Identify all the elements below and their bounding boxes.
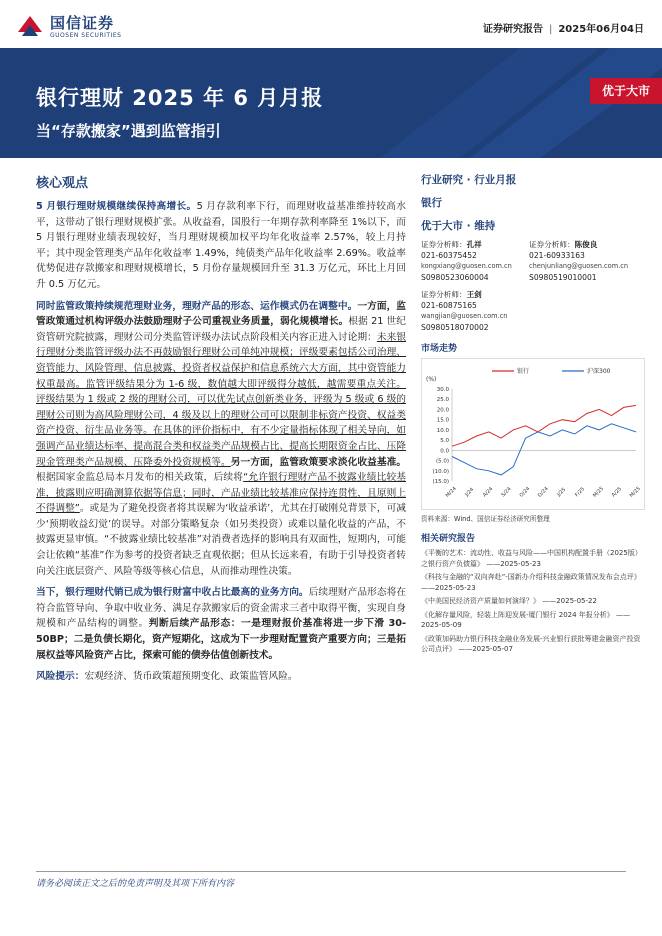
y-tick-label: 15.0 bbox=[436, 417, 449, 424]
analyst-email[interactable]: chenjunliang@guosen.com.cn bbox=[529, 262, 629, 270]
paragraph-body: 。或是为了避免投资者将其误解为‘收益承诺’，尤其在打破刚兑背景下，可减少‘预期收益幻觉’的误导。对部分策略复杂（如另类投资）或难以量化收益的产品，不披露更显审慎。“不披露业绩比较基准”对消费者选择的影响具有双面性，短期内，可能会让依赖“基准”作为参考的投资者缺乏直观依据；但从长远来看，有助于引导投资者转向关注底层资产、风险等级等核心信息，从而推动理性决策。 bbox=[36, 503, 406, 577]
bold-judgement: 判断后续产品形态：一是理财报价基准将进一步下滑 30-50BP；二是负债长期化，资产短期化，这成为下一步理财配置资产重要方向；三是拓展权益等风险资产占比，探索可能的债券估值创新技术。 bbox=[36, 618, 407, 661]
analyst-email[interactable]: kongxiang@guosen.com.cn bbox=[421, 262, 512, 270]
report-subtitle: 当“存款搬家”遇到监管指引 bbox=[36, 122, 221, 140]
paragraph-body: 后续理财产品形态将在符合监管导向、争取中收业务、满足存款搬家后的资金需求三者中取得平衡，实现自身规模和产品结构的调整。 bbox=[36, 587, 407, 630]
report-type: 证券研究报告 bbox=[482, 24, 543, 35]
y-tick-label: 10.0 bbox=[436, 427, 449, 434]
x-tick-label: J/25 bbox=[556, 486, 568, 498]
market-trend-title: 市场走势 bbox=[421, 344, 458, 354]
logo-english-name: GUOSEN SECURITIES bbox=[50, 32, 122, 39]
report-title: 银行理财 2025 年 6 月月报 bbox=[36, 86, 324, 110]
analyst-cert: S0980519010001 bbox=[529, 273, 597, 282]
risk-warning bbox=[36, 669, 406, 685]
y-axis-label: (%) bbox=[426, 376, 437, 383]
analyst-list bbox=[421, 239, 645, 333]
analyst-name: 王剑 bbox=[466, 290, 482, 299]
paragraph-scale-growth bbox=[36, 199, 406, 293]
report-meta bbox=[483, 20, 644, 35]
chart-svg bbox=[422, 359, 644, 509]
analyst-email[interactable]: wangjian@guosen.com.cn bbox=[421, 312, 508, 320]
page-header bbox=[0, 0, 662, 48]
legend-label: 沪深300 bbox=[587, 368, 611, 375]
y-tick-label: (5.0) bbox=[435, 458, 449, 465]
x-tick-label: M/24 bbox=[444, 485, 458, 499]
report-date: 2025年06月04日 bbox=[558, 24, 644, 35]
related-report-link[interactable]: 《政策加码助力银行科技金融业务发展-兴业银行获批筹建金融资产投资公司点评》 ——2025-05-07 bbox=[421, 634, 641, 653]
section-title: 核心观点 bbox=[36, 176, 89, 191]
analyst-cert: S0980523060004 bbox=[421, 273, 489, 282]
paragraph-regulation bbox=[36, 299, 406, 580]
analyst-phone: 021-60933163 bbox=[529, 251, 585, 260]
paragraph-body: 根据 21 世纪资管研究院披露，理财公司分类监管评级办法试点阶段相关内容正进入讨论期： bbox=[36, 316, 406, 343]
chart-source: 资料来源：Wind、国信证券经济研究所整理 bbox=[421, 515, 550, 523]
x-tick-label: O/24 bbox=[518, 485, 532, 499]
industry-label: 行业研究 · 行业月报 bbox=[421, 174, 517, 186]
sector-label: 银行 bbox=[421, 197, 442, 209]
analyst-card bbox=[421, 289, 523, 333]
related-report-link[interactable]: 《科技与金融的“双向奔赴”-国新办介绍科技金融政策情况发布会点评》 ——2025-05-23 bbox=[421, 573, 641, 592]
company-logo bbox=[16, 10, 166, 44]
title-banner bbox=[0, 48, 662, 158]
underlined-text: “允许银行理财产品不披露业绩比较基准，披露则应明确测算依据等信息；同时，产品业绩比较基准应保持连贯性，且原则上不得调整” bbox=[36, 472, 406, 515]
analyst-card bbox=[529, 239, 631, 283]
y-tick-label: 25.0 bbox=[436, 397, 449, 404]
bold-point-one: 一方面，监管政策通过机构评级办法鼓励理财子公司重视业务质量，弱化规模增长。 bbox=[36, 300, 406, 328]
related-report-link[interactable]: 《中美国民经济资产质量如何演绎？》 ——2025-05-22 bbox=[421, 597, 597, 605]
paragraph-headline: 5 月银行理财规模继续保持高增长。 bbox=[36, 201, 197, 212]
series-line bbox=[452, 424, 636, 475]
y-tick-label: (10.0) bbox=[432, 468, 449, 475]
y-tick-label: (15.0) bbox=[432, 479, 449, 485]
sidebar-column bbox=[421, 172, 645, 658]
x-tick-label: D/24 bbox=[536, 485, 550, 499]
analyst-card bbox=[421, 239, 523, 283]
related-report-link[interactable]: 《化解存量风险，轻装上阵迎发展-厦门银行 2024 年报分析》 ——2025-05-09 bbox=[421, 610, 631, 629]
y-tick-label: 20.0 bbox=[436, 407, 449, 414]
analyst-phone: 021-60375452 bbox=[421, 251, 477, 260]
related-report-link[interactable]: 《平衡的艺术：流动性、收益与风险——中国机构配置手册（2025版）之银行资产负债篇》 ——2025-05-23 bbox=[421, 549, 642, 568]
risk-label: 风险提示： bbox=[36, 671, 85, 683]
related-reports-list bbox=[421, 548, 645, 655]
x-tick-label: A/24 bbox=[481, 486, 495, 499]
market-trend-chart bbox=[421, 358, 645, 510]
footer-disclaimer: 请务必阅读正文之后的免责声明及其项下所有内容 bbox=[36, 879, 235, 889]
guosen-logo-icon bbox=[16, 12, 44, 40]
x-tick-label: J/24 bbox=[464, 486, 476, 498]
x-tick-label: M/25 bbox=[591, 485, 605, 499]
related-reports-title: 相关研究报告 bbox=[421, 534, 476, 544]
separator: | bbox=[548, 24, 553, 35]
core-views-column bbox=[36, 172, 406, 691]
analyst-cert: S0980518070002 bbox=[421, 323, 489, 332]
analyst-role: 证券分析师： bbox=[421, 290, 467, 299]
analyst-role: 证券分析师： bbox=[529, 240, 575, 249]
footer-divider bbox=[36, 871, 626, 872]
y-tick-label: 0.0 bbox=[440, 448, 449, 455]
paragraph-headline: 同时监管政策持续规范理财业务，理财产品的形态、运作模式仍在调整中。 bbox=[36, 300, 358, 312]
analyst-name: 孔祥 bbox=[466, 240, 482, 249]
x-tick-label: S/24 bbox=[500, 486, 513, 499]
y-tick-label: 5.0 bbox=[440, 438, 449, 445]
legend-label: 银行 bbox=[517, 368, 530, 375]
paragraph-distribution bbox=[36, 585, 406, 663]
x-tick-label: F/25 bbox=[574, 486, 587, 499]
rating-label: 优于大市 · 维持 bbox=[421, 220, 496, 232]
analyst-name: 陈俊良 bbox=[574, 240, 598, 249]
x-tick-label: M/25 bbox=[628, 485, 642, 499]
risk-text: 宏观经济、货币政策超预期变化、政策监管风险。 bbox=[84, 671, 298, 683]
paragraph-body: 5 月存款利率下行，而理财收益基准维持较高水平，这带动了银行理财规模扩张。从收益看，国股行一年期存款利率降至 1%以下，而 5 月银行理财业绩表现较好，当月理财规模加权平均年化收益率 2.57%，较上月持平；其中现金管理类产品年化收益率 1.49%，纯债类产品年化收益率 2.69%。收益率优势促进存款搬家和理财规模增长，5 月份存量规模回升至 31.3 万亿元，环比上月回升 0.5 万亿元。 bbox=[36, 201, 406, 290]
logo-chinese-name: 国信证券 bbox=[50, 14, 115, 32]
paragraph-body: 根据国家金监总局本月发布的相关政策，后续将 bbox=[36, 472, 244, 484]
x-tick-label: A/25 bbox=[610, 486, 624, 499]
underlined-text: 未来银行理财分类监管评级办法不再鼓励银行理财公司单纯冲规模；评级要素包括公司治理、资管能力、风险管理、信息披露、投资者权益保护和信息系统六大方面，其中资管能力权重最高。监管评级结果分为 1-6 级，数值越大即评级得分越低，越需要重点关注。评级结果为 1 级或 2 级的理财公司，可以优先试点创新类业务，评级为 5 级或 6 级的理财公司则为高风险理财公司，4 级及以上的理财公司可以限制非标资产投资、权益类资产投资、衍生品业务等。在具体的评价指标中，有不少定量指标体现了相关导向，如强调产品业绩达标率、提高混合类和权益类产品规模占比、提高长期限资金占比、压降现金管理类产品规模、压降委外投资规模等。 bbox=[36, 331, 407, 468]
analyst-phone: 021-60875165 bbox=[421, 301, 477, 310]
analyst-role: 证券分析师： bbox=[421, 240, 467, 249]
paragraph-headline: 当下，银行理财代销已成为银行财富中收占比最高的业务方向。 bbox=[36, 587, 309, 599]
bold-point-two: 另一方面，监管政策要求淡化收益基准。 bbox=[230, 456, 407, 468]
y-tick-label: 30.0 bbox=[436, 387, 449, 393]
rating-tag: 优于大市 bbox=[590, 78, 662, 104]
